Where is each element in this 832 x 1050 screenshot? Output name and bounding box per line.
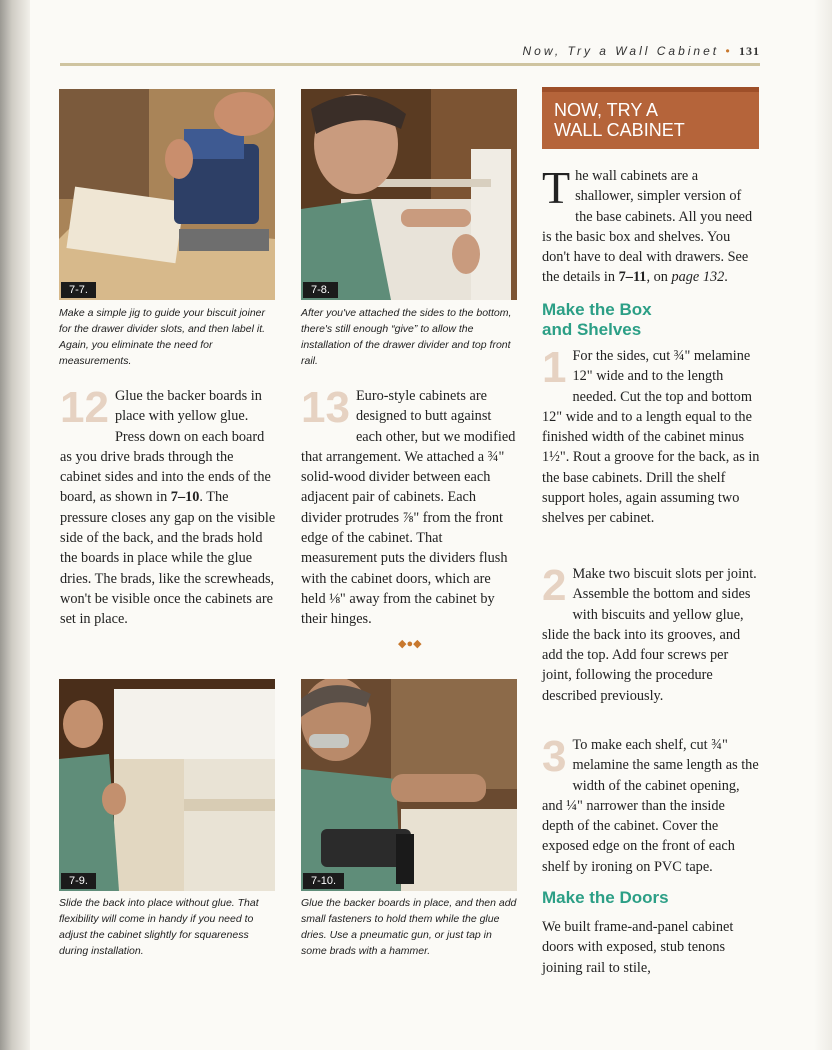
step-text: Glue the backer boards in place with yellow glue. Press down on each board as you drive brads through the cabinet sides and into the ends of the board, as shown in	[60, 388, 271, 506]
caption-7-8: After you've attached the sides to the bottom, there's still enough “give” to allow the installation of the drawer divider and top front rail.	[301, 307, 512, 367]
photo-7-8	[301, 89, 517, 300]
step-number: 3	[542, 732, 567, 781]
step-text: To make each shelf, cut ¾" melamine the same length as the width of the cabinet opening, and ¼" narrower than the inside depth of the cabinet. Cover the exposed edge on the front of each shelf by ironing on PVC tape.	[542, 737, 759, 875]
figure-label: 7-9.	[61, 873, 96, 889]
figure-label: 7-8.	[303, 282, 338, 298]
figure-label: 7-10.	[303, 873, 344, 889]
section-ornament: ◆●◆	[398, 638, 422, 650]
sidebar-step-3	[542, 732, 760, 877]
page-edge	[814, 0, 832, 1050]
intro-text: he wall cabinets are a shallower, simpler version of the base cabinets. All you need is the basic box and shelves. You don't have to deal with drawers. See the details in	[542, 168, 753, 286]
caption-7-9: Slide the back into place without glue. That flexibility will come in handy if you need to adjust the cabinet slightly for squareness during installation.	[59, 897, 259, 957]
photo-7-10	[301, 679, 517, 891]
caption-7-7: Make a simple jig to guide your biscuit joiner for the drawer divider slots, and then label it. Again, you eliminate the need for measurements.	[59, 307, 266, 367]
photo-7-7	[59, 89, 275, 300]
header-rule	[60, 63, 760, 66]
intro-text-end: .	[724, 269, 728, 286]
step-text: Make two biscuit slots per joint. Assemble the bottom and sides with biscuits and yellow glue, slide the back into its grooves, and add the top. Add four screws per joint, following the procedure described previously.	[542, 566, 757, 704]
doors-text: We built frame-and-panel cabinet doors with exposed, stub tenons joining rail to stile,	[542, 919, 734, 976]
running-head-title: Now, Try a Wall Cabinet	[522, 44, 720, 58]
running-head	[60, 44, 760, 59]
photo-7-9	[59, 679, 275, 891]
banner-line-2: WALL CABINET	[554, 120, 685, 140]
page-reference: page 132	[671, 269, 725, 286]
step-text: Euro-style cabinets are designed to butt against each other, but we modified that arrangement. We attached a ¾" solid-wood divider between each adjacent pair of cabinets. Each divider protrudes ⅞" from the front edge of the cabinet. That measurement puts the dividers flush with the cabinet doors, which are held ⅛" away from the cabinet by their hinges.	[301, 388, 516, 628]
cabinet-assembly-image	[301, 89, 517, 300]
running-head-separator: •	[725, 44, 733, 58]
sidebar-step-2	[542, 561, 760, 706]
section-banner	[542, 87, 759, 149]
sidebar-step-1	[542, 343, 760, 529]
step-text-continued: . The pressure closes any gap on the visible side of the back, and the brads hold the boards in place while the glue dries. The brads, like the screwheads, won't be visible once the cabinets are set in place.	[60, 489, 276, 628]
cabinet-back-image	[59, 679, 275, 891]
step-number: 13	[301, 383, 350, 432]
step-12	[60, 383, 276, 630]
subhead-doors: Make the Doors	[542, 888, 669, 907]
nail-gun-image	[301, 679, 517, 891]
page-number: 131	[739, 44, 760, 58]
banner-line-1: NOW, TRY A	[554, 100, 659, 120]
step-number: 12	[60, 383, 109, 432]
caption-7-10: Glue the backer boards in place, and then add small fasteners to hold them while the glue dries. Use a pneumatic gun, or just tap in some brads with a hammer.	[301, 897, 517, 957]
step-13	[301, 383, 517, 630]
intro-paragraph	[542, 162, 760, 288]
page-gutter-shadow	[0, 0, 30, 1050]
figure-reference: 7–10	[170, 489, 200, 506]
doors-paragraph	[542, 917, 760, 978]
figure-reference: 7–11	[618, 269, 647, 286]
subhead-line-2: and Shelves	[542, 320, 642, 339]
drop-cap: T	[542, 162, 571, 213]
subhead-line-1: Make the Box	[542, 300, 652, 319]
step-number: 1	[542, 343, 567, 392]
biscuit-joiner-image	[59, 89, 275, 300]
step-text: For the sides, cut ¾" melamine 12" wide and to the length needed. Cut the top and bottom 12" wide and to a length equal to the finished width of the cabinet minus 1½". Rout a groove for the back, as in the base cabinets. Drill the shelf support holes, again assuming two shelves per cabinet.	[542, 348, 760, 527]
subhead-box-and-shelves	[542, 300, 760, 340]
intro-text-continued: , on	[646, 269, 672, 286]
step-number: 2	[542, 561, 567, 610]
figure-label: 7-7.	[61, 282, 96, 298]
